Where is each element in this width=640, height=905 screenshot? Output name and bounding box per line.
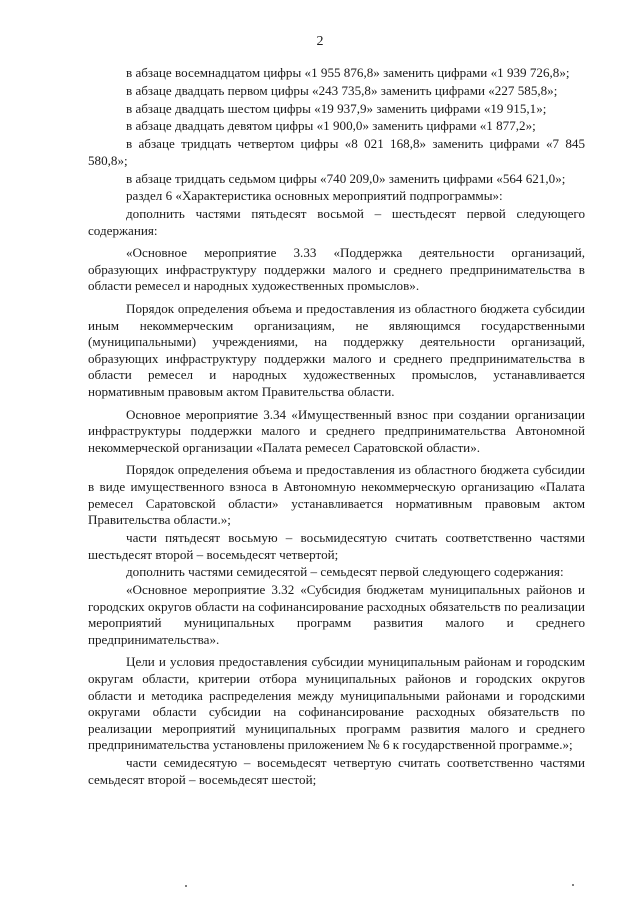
page-number: 2 xyxy=(316,34,324,49)
scan-artifact xyxy=(572,884,574,886)
paragraph-15: «Основное мероприятие 3.32 «Субсидия бюджетам муниципальных районов и городских округов области на софинансирование расходных обязательств по реализации мероприятий муниципальных программ развития малого и среднего предпринимательства». xyxy=(88,582,585,647)
paragraph-6: в абзаце тридцать седьмом цифры «740 209,0» заменить цифрами «564 621,0»; xyxy=(126,170,566,186)
scan-artifact xyxy=(185,885,187,887)
paragraph-8: дополнить частями пятьдесят восьмой – шестьдесят первой следующего содержания: xyxy=(88,206,585,238)
document-body xyxy=(88,65,585,790)
paragraph-3: в абзаце двадцать шестом цифры «19 937,9» заменить цифрами «19 915,1»; xyxy=(126,100,547,116)
paragraph-9: «Основное мероприятие 3.33 «Поддержка деятельности организаций, образующих инфраструктуру поддержки малого и среднего предпринимательства в области ремесел и народных художественных промыслов». xyxy=(88,245,585,294)
paragraph-12: Порядок определения объема и предоставления из областного бюджета субсидии в виде имущественного взноса в Автономную некоммерческую организацию «Палата ремесел Саратовской области» устанавливается нормативным правовым актом Правительства области.»; xyxy=(88,462,585,528)
paragraph-1: в абзаце восемнадцатом цифры «1 955 876,8» заменить цифрами «1 939 726,8»; xyxy=(126,65,570,80)
paragraph-5: в абзаце тридцать четвертом цифры «8 021 168,8» заменить цифрами «7 845 580,8»; xyxy=(88,136,585,168)
paragraph-7: раздел 6 «Характеристика основных мероприятий подпрограммы»: xyxy=(126,188,503,204)
paragraph-2: в абзаце двадцать первом цифры «243 735,8» заменить цифрами «227 585,8»; xyxy=(126,82,558,98)
paragraph-4: в абзаце двадцать девятом цифры «1 900,0» заменить цифрами «1 877,2»; xyxy=(126,118,536,134)
paragraph-17: части семидесятую – восемьдесят четвертую считать соответственно частями семьдесят второй – восемьдесят шестой; xyxy=(88,755,585,787)
paragraph-13: части пятьдесят восьмую – восьмидесятую считать соответственно частями шестьдесят второй – восемьдесят четвертой; xyxy=(88,529,585,562)
paragraph-14: дополнить частями семидесятой – семьдесят первой следующего содержания: xyxy=(126,564,564,580)
paragraph-11: Основное мероприятие 3.34 «Имущественный взнос при создании организации инфраструктуры поддержки малого и среднего предпринимательства Автономной некоммерческой организации «Палата ремесел Саратовской области». xyxy=(88,406,585,455)
paragraph-16: Цели и условия предоставления субсидии муниципальным районам и городским округам области, критерии отбора муниципальных районов и городских округов области и методика распределения между муниципальными районами и городскими округами области субсидии на софинансирование расходных обязательств по реализации мероприятий муниципальных программ развития малого и среднего предпринимательства установлены приложением № 6 к государственной программе.»; xyxy=(88,654,585,753)
paragraph-10: Порядок определения объема и предоставления из областного бюджета субсидии иным некоммерческим организациям, не являющимся государственными (муниципальными) учреждениями, на поддержку деятельности организаций, образующих инфраструктуру поддержки малого и среднего предпринимательства в области ремесел и народных художественных промыслов, устанавливается нормативным правовым актом Правительства области. xyxy=(88,301,585,399)
